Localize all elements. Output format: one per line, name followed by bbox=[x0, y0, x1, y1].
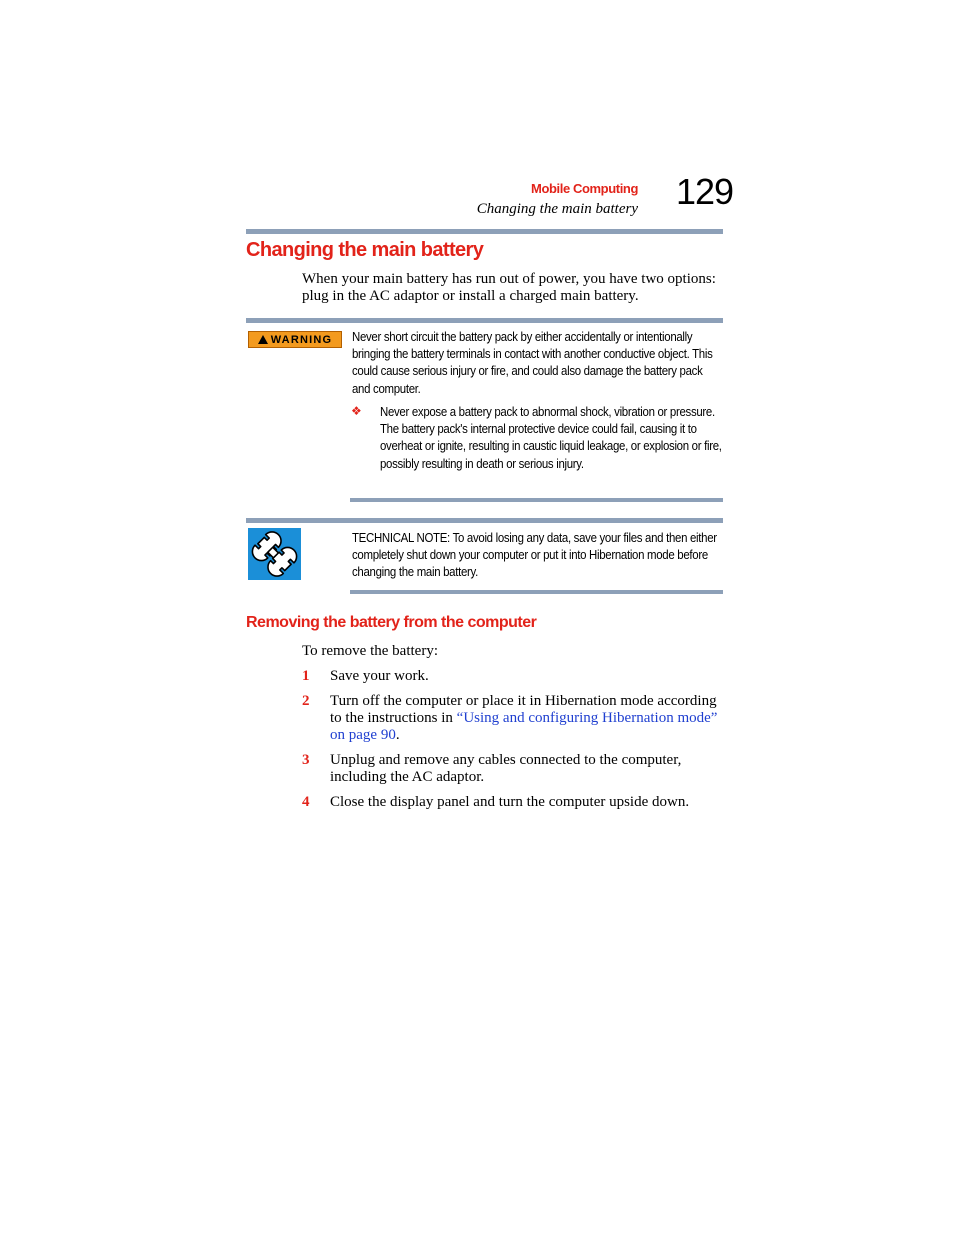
tech-note-bottom-rule bbox=[350, 590, 723, 594]
step-text: Save your work. bbox=[330, 668, 429, 684]
cross-reference-link[interactable]: “Using and configuring Hibernation mode” on page 90 bbox=[330, 710, 718, 743]
bullet-diamond-icon: ❖ bbox=[351, 404, 362, 418]
page-number: 129 bbox=[676, 171, 734, 212]
wrench-icon bbox=[248, 528, 301, 580]
tech-note-top-rule bbox=[246, 518, 723, 523]
intro-paragraph: When your main battery has run out of power, you have two options: plug in the AC adaptor or install a charged main battery. bbox=[302, 271, 716, 304]
warning-bullet-text: Never expose a battery pack to abnormal shock, vibration or pressure. The battery pack's internal protective device could fail, causing it to overheat or ignite, resulting in caustic liquid leakage, or explosion or fire, possibly resulting in death or serious injury. bbox=[380, 404, 722, 471]
subsection-title: Removing the battery from the computer bbox=[246, 614, 537, 631]
warning-text: Never short circuit the battery pack by either accidentally or intentionally bringing the battery terminals in contact with another conductive object. This could cause serious injury or fire, and could also damage the battery pack and computer. bbox=[352, 329, 713, 396]
warning-top-rule bbox=[246, 318, 723, 323]
warning-bottom-rule bbox=[350, 498, 723, 502]
warning-badge bbox=[248, 331, 342, 348]
warning-badge-label: WARNING bbox=[270, 333, 333, 346]
step-number: 3 bbox=[302, 752, 310, 768]
technical-note-text: TECHNICAL NOTE: To avoid losing any data, save your files and then either completely shut down your computer or put it into Hibernation mode before changing the main battery. bbox=[352, 530, 717, 580]
step-number: 1 bbox=[302, 668, 310, 684]
section-title: Changing the main battery bbox=[246, 239, 484, 261]
step-text-before-link: Turn off the computer or place it in Hibernation mode according to the instructions in bbox=[330, 693, 717, 726]
step-number: 4 bbox=[302, 794, 310, 810]
header-rule bbox=[246, 229, 723, 234]
step-text-after-link: . bbox=[395, 727, 400, 743]
steps-lead-text: To remove the battery: bbox=[302, 643, 438, 659]
step-text: Unplug and remove any cables connected to the computer, including the AC adaptor. bbox=[330, 752, 682, 785]
running-header-section: Mobile Computing bbox=[531, 181, 638, 196]
step-text bbox=[330, 693, 722, 744]
warning-triangle-icon bbox=[258, 335, 268, 344]
step-text: Close the display panel and turn the computer upside down. bbox=[330, 794, 690, 810]
step-number: 2 bbox=[302, 693, 310, 709]
running-header-subsection: Changing the main battery bbox=[476, 201, 638, 217]
